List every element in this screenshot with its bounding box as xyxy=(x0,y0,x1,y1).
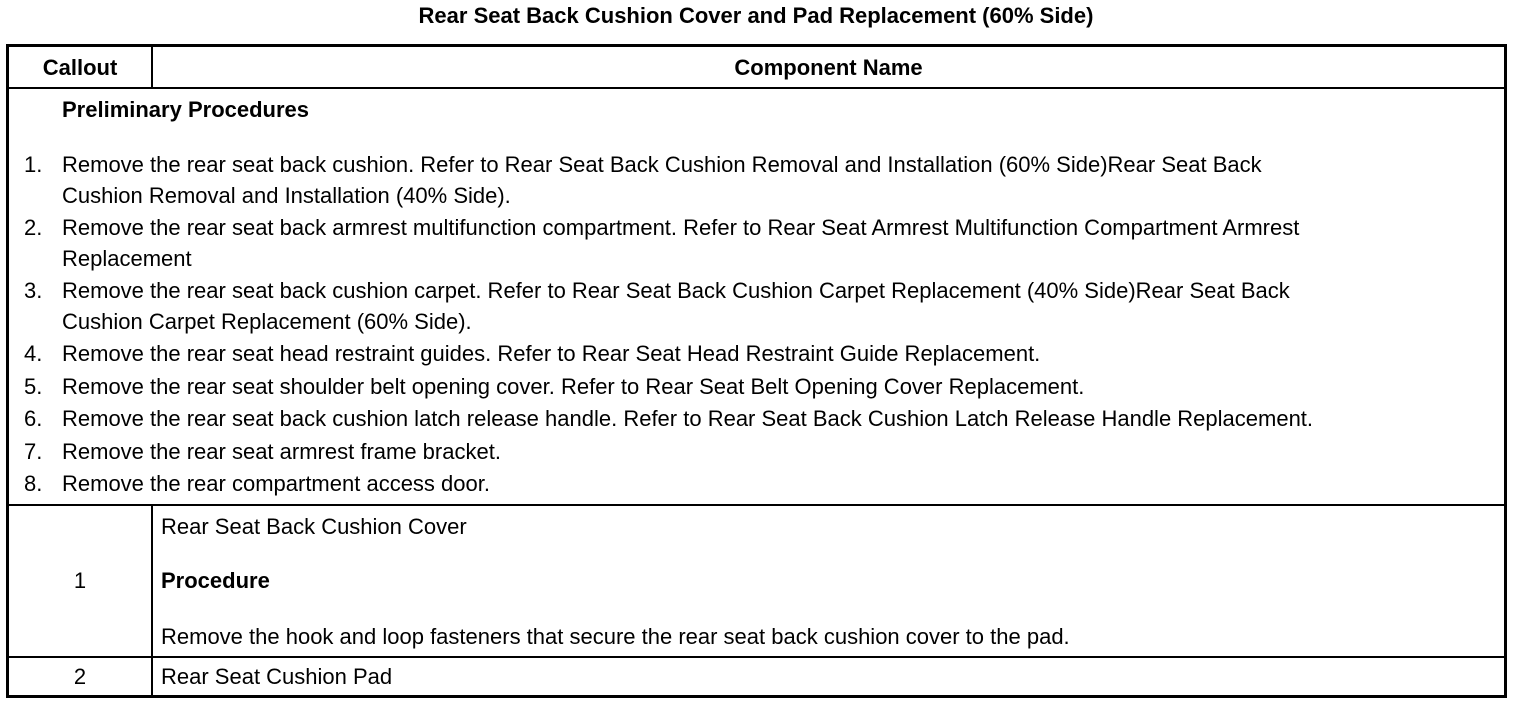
preliminary-procedures-title: Preliminary Procedures xyxy=(62,97,310,122)
table-row xyxy=(9,506,1504,658)
preliminary-procedures-section xyxy=(9,89,1504,506)
component-name: Rear Seat Back Cushion Cover xyxy=(161,514,467,539)
step-text-line: Remove the rear seat back cushion carpet. Refer to Rear Seat Back Cushion Carpet Replacement (40% Side)Rear Seat Back xyxy=(62,278,1290,303)
step-number: 3. xyxy=(24,278,43,303)
step-text-line: Remove the rear seat back armrest multifunction compartment. Refer to Rear Seat Armrest Multifunction Compartment Armrest xyxy=(62,215,1300,240)
preliminary-step xyxy=(9,150,1499,211)
step-number: 7. xyxy=(24,438,43,464)
step-number: 6. xyxy=(24,406,43,431)
callout-cell xyxy=(9,506,153,656)
callout-number: 2 xyxy=(73,663,87,689)
preliminary-step xyxy=(9,404,1499,435)
step-number: 5. xyxy=(24,373,43,399)
step-number: 1. xyxy=(24,152,43,177)
step-text-line: Remove the rear seat back cushion latch release handle. Refer to Rear Seat Back Cushion Latch Release Handle Replacement. xyxy=(62,406,1314,431)
step-number: 8. xyxy=(24,471,43,496)
step-text-line: Remove the rear compartment access door. xyxy=(62,471,490,496)
step-text-line: Cushion Removal and Installation (40% Side). xyxy=(62,182,511,208)
callout-number: 1 xyxy=(73,568,87,593)
preliminary-step xyxy=(9,372,1499,403)
preliminary-step xyxy=(9,276,1499,337)
callout-cell xyxy=(9,658,153,695)
step-text-line: Remove the rear seat head restraint guides. Refer to Rear Seat Head Restraint Guide Replacement. xyxy=(62,341,1041,366)
header-callout: Callout xyxy=(9,47,153,87)
preliminary-step xyxy=(9,339,1499,370)
step-number: 2. xyxy=(24,215,43,240)
preliminary-step xyxy=(9,437,1499,468)
procedure-text: Remove the hook and loop fasteners that secure the rear seat back cushion cover to the pad. xyxy=(161,624,1070,649)
component-cell xyxy=(161,506,1504,656)
table-row xyxy=(9,658,1504,695)
step-text-line: Replacement xyxy=(62,245,192,271)
procedure-table xyxy=(6,44,1507,698)
procedure-label: Procedure xyxy=(161,568,270,593)
step-text-line: Remove the rear seat back cushion. Refer to Rear Seat Back Cushion Removal and Installation (60% Side)Rear Seat Back xyxy=(62,152,1262,177)
header-component-name: Component Name xyxy=(734,55,923,80)
component-name: Rear Seat Cushion Pad xyxy=(161,664,393,689)
step-text-line: Remove the rear seat armrest frame bracket. xyxy=(62,438,501,464)
step-number: 4. xyxy=(24,341,43,366)
preliminary-step xyxy=(9,213,1499,274)
step-text-line: Cushion Carpet Replacement (60% Side). xyxy=(62,308,472,334)
preliminary-steps-list xyxy=(9,150,1499,502)
step-text-line: Remove the rear seat shoulder belt opening cover. Refer to Rear Seat Belt Opening Cover Replacement. xyxy=(62,373,1085,399)
document-title: Rear Seat Back Cushion Cover and Pad Replacement (60% Side) xyxy=(418,3,1094,28)
preliminary-step xyxy=(9,469,1499,500)
table-header-row xyxy=(9,47,1504,89)
component-cell xyxy=(161,658,1504,695)
